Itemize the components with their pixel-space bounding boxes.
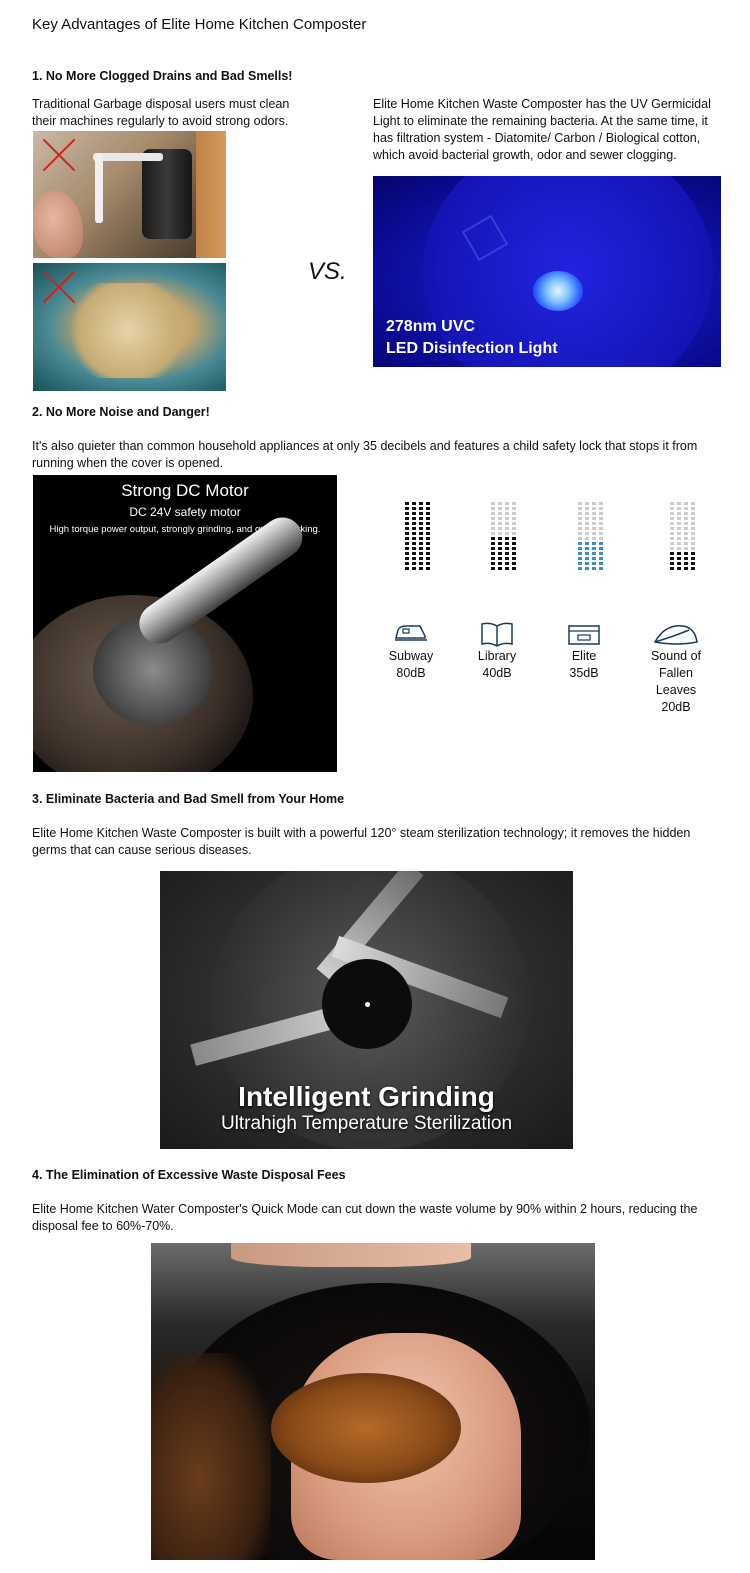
level-dot (405, 552, 409, 555)
level-dot (419, 547, 423, 550)
grinding-overlay-subtitle: Ultrahigh Temperature Sterilization (220, 1113, 513, 1134)
level-dot (599, 542, 603, 545)
level-dot (670, 552, 674, 555)
level-dot (426, 532, 430, 535)
level-dot (498, 562, 502, 565)
level-dot (592, 552, 596, 555)
level-dot (405, 562, 409, 565)
level-dot (592, 527, 596, 530)
level-dot (599, 547, 603, 550)
noise-decibels: 40dB (482, 666, 512, 680)
level-dot (491, 517, 495, 520)
level-dot (691, 532, 695, 535)
level-dot (512, 552, 516, 555)
level-dot (677, 502, 681, 505)
leaf-icon (653, 622, 699, 651)
section2-heading: 2. No More Noise and Danger! (32, 405, 210, 419)
level-dot (491, 552, 495, 555)
level-dot (677, 507, 681, 510)
level-dot (491, 532, 495, 535)
motor-subtitle: DC 24V safety motor (129, 505, 241, 519)
level-dot (498, 512, 502, 515)
level-dot (498, 537, 502, 540)
level-dot (491, 522, 495, 525)
level-dot (426, 547, 430, 550)
level-dot (578, 542, 582, 545)
level-dot (412, 502, 416, 505)
level-dot (498, 567, 502, 570)
level-dot (670, 532, 674, 535)
level-dot (505, 517, 509, 520)
noise-source-name: Elite (571, 649, 597, 663)
level-dot (512, 512, 516, 515)
motor-image (33, 475, 337, 772)
level-dot (412, 562, 416, 565)
level-dot (599, 562, 603, 565)
noise-level-bars (397, 502, 437, 570)
level-dot (426, 537, 430, 540)
level-dot (426, 562, 430, 565)
level-dot (491, 562, 495, 565)
level-dot (578, 562, 582, 565)
level-dot (677, 522, 681, 525)
level-dot (585, 562, 589, 565)
level-dot (491, 547, 495, 550)
level-dot (691, 552, 695, 555)
level-dot (592, 537, 596, 540)
level-dot (426, 512, 430, 515)
level-dot (512, 537, 516, 540)
level-dot (592, 522, 596, 525)
compost-hand-image (151, 1243, 595, 1560)
level-dot (498, 532, 502, 535)
level-dot (578, 567, 582, 570)
level-dot (599, 512, 603, 515)
level-dot (512, 532, 516, 535)
level-dot (599, 517, 603, 520)
level-dot (592, 532, 596, 535)
level-dot (405, 537, 409, 540)
level-dot (691, 527, 695, 530)
level-dot (405, 502, 409, 505)
level-dot (505, 552, 509, 555)
level-dot (505, 522, 509, 525)
level-dot (419, 557, 423, 560)
level-dot (691, 557, 695, 560)
level-dot (585, 547, 589, 550)
level-dot (578, 502, 582, 505)
level-dot (691, 547, 695, 550)
level-dot (684, 562, 688, 565)
level-dot (691, 542, 695, 545)
level-dot (585, 502, 589, 505)
level-dot (670, 512, 674, 515)
level-dot (412, 552, 416, 555)
level-dot (498, 522, 502, 525)
level-dot (405, 512, 409, 515)
dirty-disposal-image (33, 263, 226, 391)
level-dot (505, 532, 509, 535)
level-dot (412, 542, 416, 545)
level-dot (691, 512, 695, 515)
level-dot (670, 567, 674, 570)
noise-level-bars (570, 502, 610, 570)
level-dot (677, 562, 681, 565)
level-dot (670, 517, 674, 520)
noise-source-name: Subway (388, 649, 434, 663)
level-dot (578, 517, 582, 520)
level-dot (599, 522, 603, 525)
level-dot (512, 507, 516, 510)
section4-text: Elite Home Kitchen Water Composter's Quick Mode can cut down the waste volume by 90% within 2 hours, reducing the disposal fee to 60%-70%. (32, 1202, 698, 1233)
level-dot (677, 537, 681, 540)
level-dot (585, 537, 589, 540)
level-dot (412, 537, 416, 540)
uv-light-image (373, 176, 721, 367)
level-dot (405, 527, 409, 530)
noise-level-label (366, 648, 456, 682)
section1-left-text: Traditional Garbage disposal users must clean their machines regularly to avoid strong odors. (32, 97, 290, 128)
level-dot (512, 517, 516, 520)
level-dot (592, 547, 596, 550)
level-dot (405, 557, 409, 560)
level-dot (505, 527, 509, 530)
level-dot (670, 527, 674, 530)
section1-heading: 1. No More Clogged Drains and Bad Smells! (32, 69, 293, 83)
noise-level-bars (483, 502, 523, 570)
level-dot (419, 507, 423, 510)
level-dot (505, 547, 509, 550)
level-dot (670, 542, 674, 545)
uv-label-line2: LED Disinfection Light (386, 340, 558, 357)
versus-label: VS. (308, 258, 347, 285)
level-dot (578, 532, 582, 535)
level-dot (491, 527, 495, 530)
level-dot (592, 507, 596, 510)
level-dot (684, 567, 688, 570)
level-dot (578, 552, 582, 555)
level-dot (498, 517, 502, 520)
level-dot (578, 527, 582, 530)
section1-right-text: Elite Home Kitchen Waste Composter has the UV Germicidal Light to eliminate the remaining bacteria. At the same time, it has filtration system - Diatomite/ Carbon / Biological cotton, which avoid bacterial growth, odor and sewer clogging. (373, 97, 711, 162)
level-dot (684, 507, 688, 510)
grinding-image (160, 871, 573, 1149)
level-dot (670, 507, 674, 510)
noise-decibels: 80dB (396, 666, 426, 680)
level-dot (419, 522, 423, 525)
level-dot (498, 547, 502, 550)
level-dot (498, 542, 502, 545)
level-dot (578, 547, 582, 550)
level-dot (677, 527, 681, 530)
level-dot (412, 517, 416, 520)
level-dot (677, 517, 681, 520)
level-dot (498, 557, 502, 560)
level-dot (677, 557, 681, 560)
level-dot (419, 517, 423, 520)
level-dot (684, 532, 688, 535)
noise-source-name: Sound of Fallen Leaves (650, 649, 702, 697)
level-dot (599, 532, 603, 535)
level-dot (592, 567, 596, 570)
level-dot (691, 562, 695, 565)
level-dot (670, 562, 674, 565)
level-dot (419, 567, 423, 570)
level-dot (505, 542, 509, 545)
level-dot (491, 512, 495, 515)
level-dot (677, 512, 681, 515)
level-dot (684, 502, 688, 505)
level-dot (684, 537, 688, 540)
level-dot (512, 542, 516, 545)
level-dot (512, 502, 516, 505)
level-dot (677, 547, 681, 550)
level-dot (412, 547, 416, 550)
level-dot (419, 542, 423, 545)
section3-text: Elite Home Kitchen Waste Composter is built with a powerful 120° steam sterilization technology; it removes the hidden germs that can cause serious diseases. (32, 826, 691, 857)
level-dot (677, 567, 681, 570)
level-dot (677, 542, 681, 545)
level-dot (670, 522, 674, 525)
noise-level-label (539, 648, 629, 682)
level-dot (412, 557, 416, 560)
motor-title: Strong DC Motor (121, 481, 249, 500)
level-dot (585, 512, 589, 515)
level-dot (498, 552, 502, 555)
level-dot (505, 502, 509, 505)
level-dot (585, 532, 589, 535)
level-dot (684, 547, 688, 550)
level-dot (491, 557, 495, 560)
level-dot (592, 512, 596, 515)
level-dot (512, 547, 516, 550)
level-dot (512, 567, 516, 570)
level-dot (498, 507, 502, 510)
level-dot (592, 517, 596, 520)
level-dot (491, 537, 495, 540)
section2-text: It's also quieter than common household appliances at only 35 decibels and features a child safety lock that stops it from running when the cover is opened. (32, 439, 698, 470)
level-dot (491, 507, 495, 510)
level-dot (426, 557, 430, 560)
level-dot (677, 532, 681, 535)
level-dot (670, 537, 674, 540)
noise-decibels: 20dB (661, 700, 691, 714)
level-dot (505, 562, 509, 565)
level-dot (691, 502, 695, 505)
noise-level-bars (662, 502, 702, 570)
level-dot (578, 557, 582, 560)
level-dot (599, 552, 603, 555)
level-dot (491, 542, 495, 545)
cross-icon (41, 269, 77, 305)
grinding-overlay-title: Intelligent Grinding (238, 1081, 495, 1112)
level-dot (505, 567, 509, 570)
level-dot (491, 502, 495, 505)
level-dot (426, 567, 430, 570)
noise-source-name: Library (477, 649, 517, 663)
level-dot (505, 557, 509, 560)
level-dot (426, 542, 430, 545)
level-dot (684, 527, 688, 530)
level-dot (426, 507, 430, 510)
level-dot (684, 542, 688, 545)
level-dot (578, 537, 582, 540)
level-dot (691, 522, 695, 525)
level-dot (419, 502, 423, 505)
page-title: Key Advantages of Elite Home Kitchen Composter (32, 16, 367, 33)
level-dot (592, 502, 596, 505)
level-dot (412, 527, 416, 530)
noise-level-label (452, 648, 542, 682)
level-dot (419, 562, 423, 565)
level-dot (419, 532, 423, 535)
level-dot (405, 567, 409, 570)
level-dot (599, 557, 603, 560)
level-dot (512, 522, 516, 525)
level-dot (578, 507, 582, 510)
level-dot (691, 517, 695, 520)
level-dot (599, 567, 603, 570)
level-dot (498, 502, 502, 505)
level-dot (691, 537, 695, 540)
level-dot (405, 507, 409, 510)
level-dot (426, 552, 430, 555)
section4-heading: 4. The Elimination of Excessive Waste Disposal Fees (32, 1168, 346, 1182)
level-dot (491, 567, 495, 570)
level-dot (684, 522, 688, 525)
level-dot (677, 552, 681, 555)
level-dot (405, 532, 409, 535)
level-dot (505, 507, 509, 510)
level-dot (512, 562, 516, 565)
noise-level-label (631, 648, 721, 716)
level-dot (426, 527, 430, 530)
level-dot (670, 547, 674, 550)
level-dot (578, 512, 582, 515)
composter-icon (567, 622, 601, 651)
level-dot (599, 537, 603, 540)
level-dot (426, 502, 430, 505)
level-dot (585, 507, 589, 510)
level-dot (599, 507, 603, 510)
level-dot (419, 537, 423, 540)
level-dot (512, 527, 516, 530)
level-dot (585, 567, 589, 570)
level-dot (505, 512, 509, 515)
level-dot (670, 502, 674, 505)
level-dot (412, 512, 416, 515)
level-dot (405, 522, 409, 525)
level-dot (505, 537, 509, 540)
level-dot (599, 502, 603, 505)
level-dot (691, 567, 695, 570)
level-dot (684, 552, 688, 555)
level-dot (405, 542, 409, 545)
level-dot (585, 542, 589, 545)
level-dot (498, 527, 502, 530)
level-dot (585, 527, 589, 530)
level-dot (585, 522, 589, 525)
level-dot (412, 507, 416, 510)
level-dot (585, 552, 589, 555)
level-dot (426, 517, 430, 520)
uv-label-line1: 278nm UVC (386, 318, 475, 335)
train-icon (394, 622, 428, 647)
level-dot (419, 552, 423, 555)
level-dot (412, 567, 416, 570)
level-dot (670, 557, 674, 560)
level-dot (585, 557, 589, 560)
cross-icon (41, 137, 77, 173)
level-dot (684, 557, 688, 560)
level-dot (419, 512, 423, 515)
level-dot (412, 532, 416, 535)
level-dot (684, 512, 688, 515)
level-dot (592, 557, 596, 560)
level-dot (578, 522, 582, 525)
level-dot (585, 517, 589, 520)
section3-heading: 3. Eliminate Bacteria and Bad Smell from Your Home (32, 792, 345, 806)
level-dot (412, 522, 416, 525)
motor-description: High torque power output, strongly grinding, and quietly working. (49, 524, 321, 535)
level-dot (405, 547, 409, 550)
level-dot (512, 557, 516, 560)
level-dot (405, 517, 409, 520)
level-dot (426, 522, 430, 525)
level-dot (684, 517, 688, 520)
level-dot (419, 527, 423, 530)
level-dot (691, 507, 695, 510)
level-dot (592, 562, 596, 565)
noise-decibels: 35dB (569, 666, 599, 680)
level-dot (599, 527, 603, 530)
level-dot (592, 542, 596, 545)
clogged-disposal-image (33, 131, 226, 258)
